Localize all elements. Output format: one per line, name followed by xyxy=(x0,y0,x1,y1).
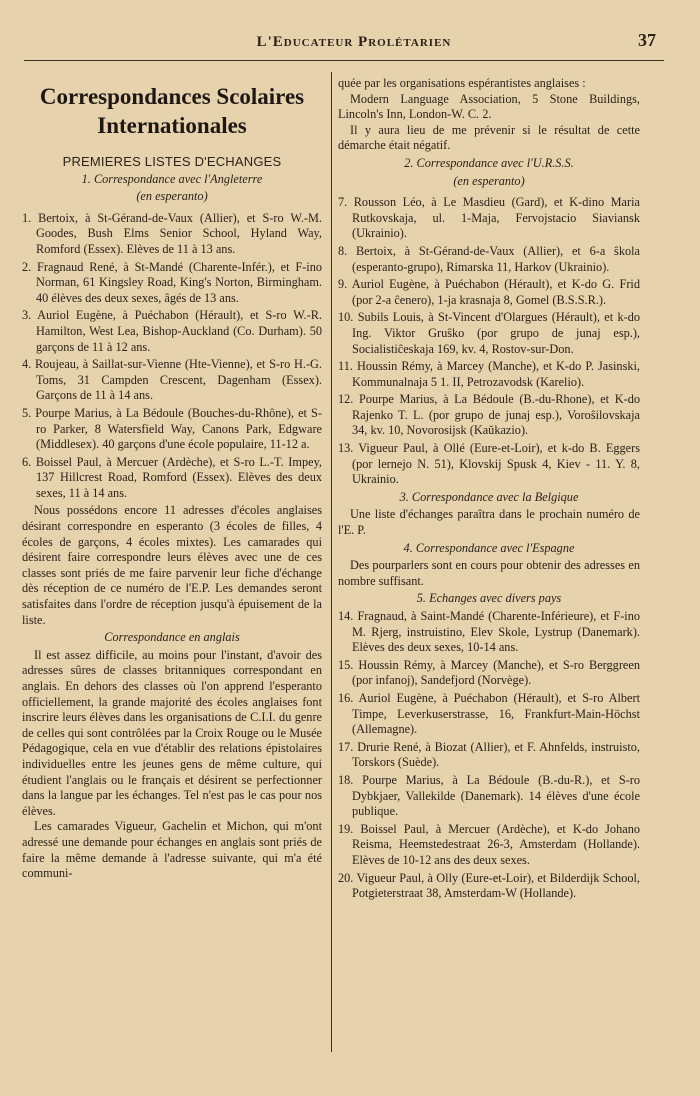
list-item: 10. Subils Louis, à St-Vincent d'Olargues (Hérault), et k-do Ing. Viktor Gruŝko (por grupo de junaj esp.), Socialistiĉeskaja 169, kv. 4, Rostov-sur-Don. xyxy=(338,310,640,356)
list-item: 11. Houssin Rémy, à Marcey (Manche), et K-do P. Jasinski, Kommunalnaja 5 1. II, Petrozavodsk (Karelio). xyxy=(338,359,640,389)
column-divider xyxy=(331,72,332,1052)
section-heading-english: Correspondance en anglais xyxy=(104,630,240,645)
section-subheading-esperanto: (en esperanto) xyxy=(136,189,208,204)
list-item: 14. Fragnaud, à Saint-Mandé (Charente-Inférieure), et F-ino M. Rjerg, instruistino, Elev Skole, Lystrup (Danemark). Elèves des deux sexes, 10-14 ans. xyxy=(338,609,640,655)
list-item: 1. Bertoix, à St-Gérand-de-Vaux (Allier), et S-ro W.-M. Goodes, Bush Elms Senior School, Hyland Way, Romford (Essex). Elèves de 11 à 13 ans. xyxy=(22,210,322,256)
page-header xyxy=(24,28,664,61)
list-item: 17. Drurie René, à Biozat (Allier), et F. Ahnfelds, instruisto, Torskors (Suède). xyxy=(338,739,640,770)
paragraph-english-difficulty: Il est assez difficile, au moins pour l'instant, d'avoir des adresses sûres de classes britanniques correspondant en anglais. En dehors des classes où l'on apprend l'esperanto officiellement, la grande majorité des écoles anglaises font inscrire leurs élèves dans les organisations de C.I.I. du genre de celles qui sont contrôlées par la Croix Rouge ou le Musée Pédagogique, cela en vue d'établir des relations épistolaires individuelles entre les jeunes gens de même culture, qui étudient l'anglais ou le français et désirent se perfectionner dans la langue par les échanges. Tel n'est pas le cas pour nos élèves. xyxy=(22,647,322,818)
list-item: 13. Vigueur Paul, à Ollé (Eure-et-Loir), et k-do B. Eggers (por lernejo N. 51), Klovskij Spusk 4, Kiev - 11. Y. 8, Ukrainio. xyxy=(338,441,640,487)
paragraph-belgium: Une liste d'échanges paraîtra dans le prochain numéro de l'E. P. xyxy=(338,507,640,538)
paragraph-remaining-addresses: Nous possédons encore 11 adresses d'écoles anglaises désirant correspondre en esperanto (3 écoles de filles, 4 écoles de garçons, 4 écoles mixtes). Les camarades qui désirent faire correspondre leurs élèves avec une de ces classes sont priés de me faire parvenir leur fiche d'échange dès réception de ce numéro de l'E.P. Les demandes seront satisfaites dans l'ordre de réception jusqu'à épuisement de la liste. xyxy=(22,503,322,627)
left-column xyxy=(22,72,322,882)
list-item: 18. Pourpe Marius, à La Bédoule (B.-du-R.), et S-ro Dybkjaer, Vallekilde (Danemark). 14 élèves d'une école publique. xyxy=(338,772,640,819)
list-item: 2. Fragnaud René, à St-Mandé (Charente-Infér.), et F-ino Norman, 61 Kingsley Road, King's Norton, Birmingham. 40 élèves des deux sexes, âgés de 13 ans. xyxy=(22,259,322,305)
section-heading-belgium: 3. Correspondance avec la Belgique xyxy=(399,489,579,504)
list-item: 7. Rousson Léo, à Le Masdieu (Gard), et K-dino Maria Rutkovskaja, ul. 1-Maja, Fervojstacio Siaviansk (Ukrainio). xyxy=(338,195,640,241)
article-subtitle: PREMIERES LISTES D'ECHANGES xyxy=(62,154,282,169)
list-item: 12. Pourpe Marius, à La Bédoule (B.-du-Rhone), et K-do Rajenko T. L. (por grupo de junaj esp.), Voroŝilovskaja 34, kv. 10, Novorosijsk (Kaŭkazio). xyxy=(338,392,640,438)
section-heading-urss: 2. Correspondance avec l'U.R.S.S. xyxy=(404,155,574,170)
address-paragraph: Modern Language Association, 5 Stone Buildings, Lincoln's Inn, London-W. C. 2. xyxy=(338,91,640,122)
list-item: 8. Bertoix, à St-Gérand-de-Vaux (Allier), et 6-a ŝkola (esperanto-grupo), Rimarska 11, Harkov (Ukrainio). xyxy=(338,243,640,274)
article-title: Correspondances Scolaires Internationales xyxy=(39,84,305,138)
note-paragraph: Il y aura lieu de me prévenir si le résultat de cette démarche était négatif. xyxy=(338,122,640,153)
section-subheading-esperanto: (en esperanto) xyxy=(453,173,525,188)
list-item: 20. Vigueur Paul, à Olly (Eure-et-Loir), et Bilderdijk School, Potgieterstraat 38, Amsterdam-W (Hollande). xyxy=(338,870,640,901)
section-heading-other-countries: 5. Echanges avec divers pays xyxy=(416,591,562,606)
page-number: 37 xyxy=(638,30,656,50)
journal-title: L'Educateur Prolétarien xyxy=(256,34,452,50)
list-item: 3. Auriol Eugène, à Puéchabon (Hérault), et S-ro W.-R. Hamilton, West Lea, Bishop-Auckland (Co. Durham). 50 garçons de 11 à 12 ans. xyxy=(22,308,322,354)
paragraph-continuation: quée par les organisations espérantistes anglaises : xyxy=(338,76,586,90)
list-item: 16. Auriol Eugène, à Puéchabon (Hérault), et S-ro Albert Timpe, Leverkuserstrasse, 16, Frankfurt-Main-Höchst (Allemagne). xyxy=(338,690,640,737)
list-item: 5. Pourpe Marius, à La Bédoule (Bouches-du-Rhône), et S-ro Parker, 8 Watersfield Way, Canons Park, Edgware (Middlesex). 40 garçons d'une école populaire, 11-12 a. xyxy=(22,405,322,452)
section-heading-england: 1. Correspondance avec l'Angleterre xyxy=(81,171,263,186)
paragraph-comrades: Les camarades Vigueur, Gachelin et Michon, qui m'ont adressé une demande pour échanges en anglais sont priés de faire la même demande à l'adresse suivante, qui m'a été communi- xyxy=(22,819,322,881)
list-item: 15. Houssin Rémy, à Marcey (Manche), et S-ro Berggreen (por infanoj), Sandefjord (Norvège). xyxy=(338,657,640,688)
list-item: 9. Auriol Eugène, à Puéchabon (Hérault), et K-do G. Frid (por 2-a ĉenero), 1-ja krasnaja 8, Gomel (B.S.S.R.). xyxy=(338,277,640,307)
section-heading-spain: 4. Correspondance avec l'Espagne xyxy=(403,540,575,555)
right-column xyxy=(338,76,640,904)
paragraph-spain: Des pourparlers sont en cours pour obtenir des adresses en nombre suffisant. xyxy=(338,558,640,588)
list-item: 19. Boissel Paul, à Mercuer (Ardèche), et K-do Johano Reisma, Heemstedestraat 26-3, Amsterdam (Hollande). Elèves de 10-12 ans des deux sexes. xyxy=(338,821,640,867)
list-item: 6. Boissel Paul, à Mercuer (Ardèche), et S-ro L.-T. Impey, 137 Hillcrest Road, Romford (Essex). Elèves des deux sexes, 11 à 14 ans. xyxy=(22,454,322,500)
list-item: 4. Roujeau, à Saillat-sur-Vienne (Hte-Vienne), et S-ro H.-G. Toms, 31 Campden Crescent, Dagenham (Essex). Garçons de 11 à 14 ans. xyxy=(22,357,322,403)
